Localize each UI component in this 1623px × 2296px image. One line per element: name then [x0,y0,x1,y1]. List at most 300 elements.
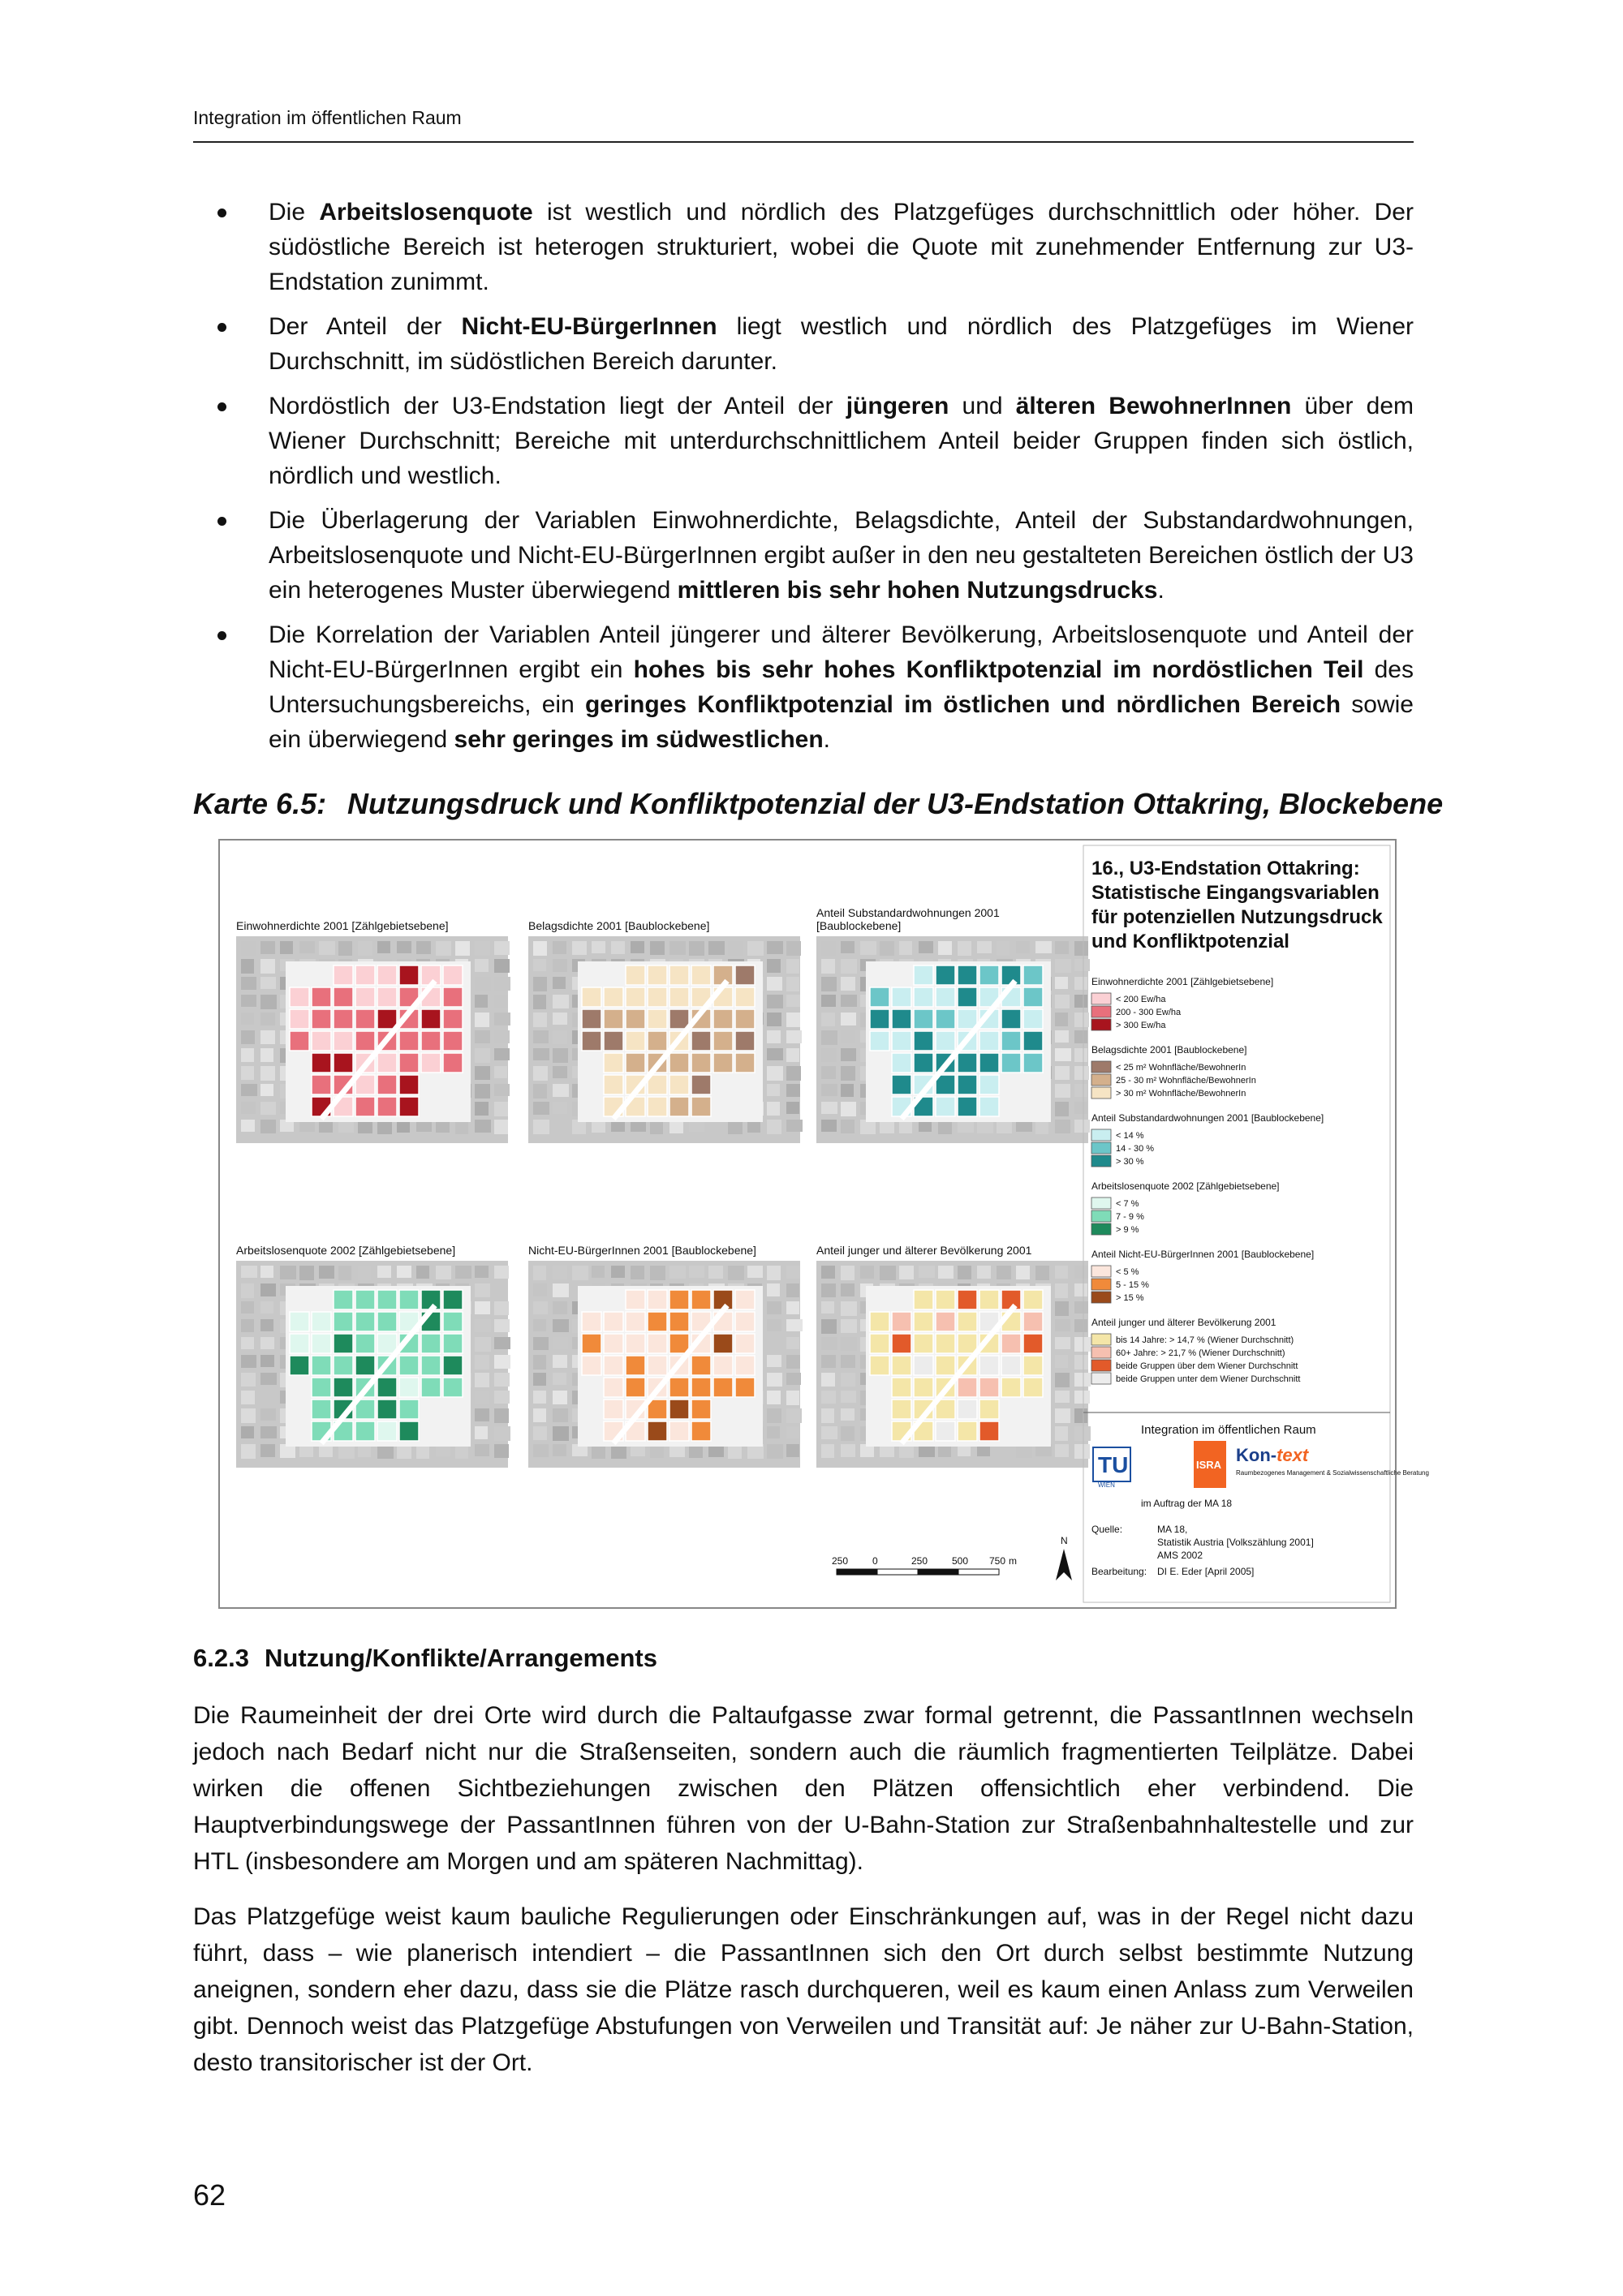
map-block [626,1053,645,1073]
city-block [241,1373,256,1387]
map-panel-title: Nicht-EU-BürgerInnen 2001 [Baublockebene] [528,1244,756,1257]
map-block [958,965,977,985]
map-block [626,965,645,985]
city-block [377,941,390,953]
city-block [494,1391,510,1404]
city-block [747,1266,763,1278]
city-block [533,1048,549,1060]
map-block [582,1312,601,1331]
map-block [914,1356,933,1375]
map-block [421,1031,441,1051]
city-block [475,1373,489,1387]
city-block [260,941,275,954]
map-block [713,1378,733,1397]
city-block [241,1048,254,1062]
city-block [241,977,256,990]
legend-item-label: 14 - 30 % [1116,1144,1155,1154]
map-block [648,1421,667,1441]
city-block [728,1266,744,1280]
city-block [841,959,857,974]
city-block [260,1426,277,1438]
city-block [260,1266,273,1278]
map-block [669,1421,689,1441]
map-block [914,1378,933,1397]
map-block [870,1031,889,1051]
city-block [821,1426,837,1439]
city-block [786,1013,800,1027]
city-block [494,1102,508,1116]
city-block [241,1355,256,1368]
map-block [958,1097,977,1116]
map-block [312,1334,331,1353]
source-line: AMS 2002 [1157,1550,1203,1561]
map-block [936,987,955,1007]
map-block [936,1312,955,1331]
city-block [767,1373,782,1387]
city-block [938,1266,954,1279]
map-block [914,1009,933,1029]
city-block [938,941,952,955]
map-block [735,1334,755,1353]
map-block [979,1290,999,1309]
map-block [1001,1378,1021,1397]
bullet-emphasis: mittleren bis sehr hohen Nutzungsdrucks [677,577,1158,604]
map-caption-text: Nutzungsdruck und Konfliktpotenzial der U3-Endstation Ottakring, Blockebene [347,787,1444,820]
city-block [767,1120,781,1134]
map-block [334,1053,353,1073]
map-title-line: für potenziellen Nutzungsdruck [1091,906,1383,928]
legend-item-label: < 200 Ew/ha [1116,995,1166,1004]
map-block [626,1356,645,1375]
map-block [1023,1378,1043,1397]
editor-label: Bearbeitung: [1091,1566,1147,1577]
map-block [1023,1009,1043,1029]
city-block [280,941,293,954]
city-block [475,1102,489,1116]
city-block [260,1391,277,1403]
city-block [767,1408,781,1423]
city-block [299,941,315,953]
map-block [958,1421,977,1441]
map-block [312,1312,331,1331]
city-block [1074,1066,1089,1080]
city-block [1055,941,1069,954]
city-block [1055,1444,1069,1457]
city-block [241,1444,256,1459]
map-block [355,1334,375,1353]
city-block [841,995,857,1007]
legend-group-title: Anteil junger und älterer Bevölkerung 2001 [1091,1317,1276,1328]
city-block [260,1373,277,1385]
city-block [786,1337,799,1349]
city-block [841,1319,857,1333]
city-block [821,1355,836,1368]
map-block [399,1290,419,1309]
city-block [1074,1426,1091,1441]
city-block [553,977,566,989]
map-block [892,1334,911,1353]
map-block [979,1400,999,1419]
city-block [786,1319,803,1331]
legend-swatch [1091,1360,1111,1371]
city-block [1074,1084,1087,1097]
scale-bar-label: 250 [911,1555,928,1567]
map-block [443,987,463,1007]
city-block [475,1444,489,1456]
city-block [494,1283,507,1296]
city-block [319,1266,334,1279]
map-block [443,1009,463,1029]
city-block [241,1013,254,1025]
city-block [767,1084,780,1096]
map-block [648,965,667,985]
city-block [767,1319,781,1331]
legend-swatch [1091,1142,1111,1154]
city-block [1074,1373,1091,1387]
city-block [786,1066,801,1081]
city-block [1074,1355,1088,1369]
city-block [919,1266,935,1278]
tu-wien-logo-subtext: WIEN [1098,1481,1115,1489]
map-title-line: Statistische Eingangsvariablen [1091,882,1380,904]
city-block [475,1120,491,1133]
map-block [377,1312,397,1331]
city-block [533,1266,546,1280]
city-block [767,1391,781,1404]
city-block [533,1084,547,1099]
bullet-text: Nordöstlich der U3-Endstation liegt der Anteil der [269,393,846,419]
legend-group-title: Arbeitslosenquote 2002 [Zählgebietsebene] [1091,1180,1280,1192]
map-block [355,1097,375,1116]
north-label: N [1061,1535,1068,1546]
map-block [421,1053,441,1073]
map-block [604,1031,623,1051]
map-block [377,1075,397,1094]
city-block [241,1120,255,1132]
map-block [399,1053,419,1073]
city-block [553,1408,568,1422]
city-block [708,941,725,955]
city-block [1055,1120,1070,1133]
city-block [1055,1355,1068,1368]
map-panel-title: Einwohnerdichte 2001 [Zählgebietsebene] [236,919,449,932]
bullet-dot-icon [217,209,226,217]
legend-swatch [1091,1347,1111,1358]
city-block [533,1373,546,1386]
source-line: Statistik Austria [Volkszählung 2001] [1157,1537,1314,1548]
city-block [475,977,491,991]
bullet-dot-icon [217,631,226,640]
map-block [979,1378,999,1397]
city-block [767,1444,783,1459]
city-block [767,1283,780,1296]
city-block [841,1048,856,1061]
map-block [691,1031,711,1051]
legend-swatch [1091,1279,1111,1290]
city-block [650,1266,665,1280]
map-block [290,1356,309,1375]
section-title: Nutzung/Konflikte/Arrangements [265,1644,657,1672]
map-block [648,1356,667,1375]
map-block [713,1031,733,1051]
city-block [260,1444,275,1457]
city-block [260,1102,276,1115]
map-block [626,1009,645,1029]
city-block [611,941,625,954]
map-block [626,1031,645,1051]
city-block [1055,1066,1070,1080]
map-block [399,1400,419,1419]
city-block [1074,1013,1089,1027]
map-block [892,1400,911,1419]
city-block [572,1266,588,1280]
city-block [841,1373,855,1387]
city-block [494,1337,510,1349]
map-block [604,1009,623,1029]
map-block [979,1356,999,1375]
map-block [334,965,353,985]
map-block [377,987,397,1007]
legend-item-label: 25 - 30 m² Wohnfläche/BewohnerIn [1116,1076,1256,1086]
city-block [767,1355,781,1367]
city-block [553,1030,567,1044]
map-block [669,1312,689,1331]
kontext-logo-part2: text [1276,1445,1309,1465]
map-block [735,1009,755,1029]
map-block [669,1009,689,1029]
bullet-item [193,309,1414,379]
bullet-item [193,195,1414,299]
city-block [533,1066,548,1081]
city-block [767,1030,781,1043]
map-block [735,1053,755,1073]
city-block [592,1266,605,1278]
bullet-dot-icon [217,517,226,526]
city-block [821,1013,835,1026]
map-block [713,1053,733,1073]
scale-bar-segment [958,1569,999,1575]
city-block [494,941,510,955]
city-block [821,1102,837,1114]
city-block [455,1266,471,1279]
map-block [290,987,309,1007]
city-block [821,1301,834,1314]
city-block [494,1373,510,1387]
legend-item-label: 200 - 300 Ew/ha [1116,1008,1182,1017]
map-block [648,1312,667,1331]
map-block [582,1031,601,1051]
map-block [958,1334,977,1353]
city-block [358,1266,371,1280]
bullet-item [193,503,1414,608]
city-block [533,1408,546,1422]
city-block [494,1444,509,1458]
map-block [1001,1053,1021,1073]
city-block [1055,1426,1068,1441]
city-block [533,941,547,956]
map-block [399,1097,419,1116]
city-block [494,1355,510,1369]
city-block [260,977,276,989]
city-block [553,1337,568,1349]
map-block [735,1378,755,1397]
map-block [936,1097,955,1116]
city-block [338,941,352,956]
city-block [241,1084,257,1096]
map-block [735,1312,755,1331]
map-block [377,1378,397,1397]
map-block [290,1334,309,1353]
map-block [421,1334,441,1353]
map-block [669,1378,689,1397]
legend-item-label: 60+ Jahre: > 21,7 % (Wiener Durchschnitt) [1116,1348,1285,1358]
city-block [416,941,431,954]
city-block [899,1266,914,1279]
city-block [631,1266,644,1279]
legend-swatch [1091,1155,1111,1167]
map-block [604,1378,623,1397]
map-panel-title: Anteil Substandardwohnungen 2001 [816,906,1000,919]
city-block [553,1066,567,1078]
scale-bar-label: m [1009,1555,1017,1567]
kontext-subtitle: Raumbezogenes Management & Sozialwissenschaftliche Beratung [1236,1469,1429,1477]
city-block [260,1048,273,1062]
city-block [436,1266,451,1279]
city-block [786,1391,799,1405]
legend-swatch [1091,1223,1111,1235]
city-block [669,1266,686,1279]
scale-bar-segment [918,1569,958,1575]
city-block [553,1102,567,1114]
legend-item-label: < 5 % [1116,1267,1139,1277]
city-block [475,1013,489,1027]
city-block [821,1444,834,1458]
legend-group-title: Einwohnerdichte 2001 [Zählgebietsebene] [1091,976,1274,987]
bullet-emphasis: sehr geringes im südwestlichen [454,726,824,753]
bullet-text: und [949,393,1016,419]
city-block [1055,1102,1069,1116]
city-block [1074,1120,1090,1133]
city-block [841,1391,856,1403]
city-block [280,1266,296,1279]
city-block [260,1408,276,1421]
map-block [1023,1312,1043,1331]
city-block [786,1426,799,1438]
north-arrow-icon [1056,1549,1072,1580]
city-block [841,1301,857,1316]
map-block [870,1312,889,1331]
city-block [786,995,800,1007]
city-block [860,941,876,955]
city-block [1074,995,1087,1008]
city-block [494,1319,510,1332]
city-block [553,1444,566,1456]
map-block [979,1031,999,1051]
map-block [1001,1009,1021,1029]
city-block [475,1301,490,1314]
running-header-title: Integration im öffentlichen Raum [193,107,462,128]
city-block [821,1048,837,1062]
city-block [977,941,992,953]
city-block [786,1355,800,1369]
city-block [494,995,507,1008]
city-block [377,1266,391,1278]
city-block [358,941,372,956]
map-block [604,1053,623,1073]
map-block [582,1356,601,1375]
editor-name: DI E. Eder [April 2005] [1157,1566,1255,1577]
city-block [821,1066,836,1079]
city-block [1074,1337,1091,1352]
map-caption [193,787,1443,821]
map-commission: im Auftrag der MA 18 [1141,1498,1233,1509]
map-block [892,1356,911,1375]
city-block [841,1355,855,1368]
city-block [1055,959,1071,973]
map-block [355,1356,375,1375]
map-block [377,1421,397,1441]
city-block [1055,1301,1069,1316]
bullet-emphasis: geringes Konfliktpotenzial im östlichen und nördlichen Bereich [584,691,1341,718]
map-block [958,1378,977,1397]
legend-swatch [1091,1334,1111,1345]
map-block [443,1290,463,1309]
map-block [1023,1356,1043,1375]
map-panel-title: [Baublockebene] [816,919,902,932]
map-block [377,1334,397,1353]
isra-logo-text: ISRA [1196,1459,1222,1471]
city-block [475,1391,489,1404]
city-block [241,1102,256,1114]
city-block [841,1408,855,1421]
city-block [860,1266,874,1279]
map-block [334,1334,353,1353]
city-block [1016,941,1030,953]
map-block [936,1031,955,1051]
map-block [582,987,601,1007]
city-block [494,959,510,973]
city-block [241,1066,254,1080]
map-block [648,1097,667,1116]
map-block [669,1097,689,1116]
city-block [241,1337,254,1349]
map-figure [218,839,1429,1609]
scale-bar-label: 750 [989,1555,1006,1567]
city-block [1016,1266,1030,1279]
city-block [319,941,335,955]
map-block [604,1312,623,1331]
legend-item-label: < 7 % [1116,1199,1139,1209]
city-block [533,1355,546,1369]
city-block [1074,1319,1087,1332]
city-block [786,1084,800,1097]
map-block [377,965,397,985]
city-block [786,1048,799,1062]
city-block [1074,1391,1090,1404]
map-block [958,1053,977,1073]
city-block [786,1408,802,1423]
kontext-logo-part1: Kon- [1236,1445,1277,1465]
city-block [553,1426,569,1441]
map-block [582,1009,601,1029]
city-block [241,1319,254,1332]
body-paragraph-1: Die Raumeinheit der drei Orte wird durch die Paltaufgasse zwar formal getrennt, die PassantInnen wechseln jedoch nach Bedarf nicht nur die Straßenseiten, sondern auch die räumlich fragmentierten Teilplätze. Dabei wirken die offenen Sichtbeziehungen zwischen den Plätzen offensichtlich eher verbindend. Die Hauptverbindungswege der PassantInnen führen von der U-Bahn-Station zur Straßenbahnhaltestelle und zur HTL (insbesondere am Morgen und am späteren Nachmittag). [193,1702,1414,1875]
legend-item-label: 7 - 9 % [1116,1212,1144,1222]
map-block [892,1031,911,1051]
map-block [914,1053,933,1073]
bullet-emphasis: älteren BewohnerInnen [1015,393,1292,419]
legend-item-label: < 14 % [1116,1131,1144,1141]
